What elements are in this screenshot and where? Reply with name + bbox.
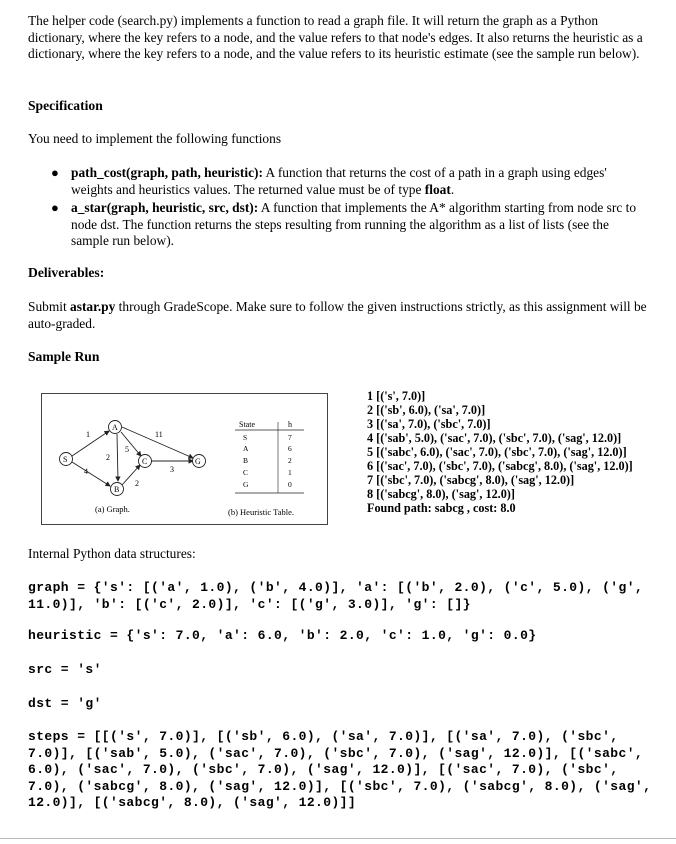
edge-s-b: [72, 462, 110, 486]
code-dst: dst = 'g': [28, 696, 102, 711]
function-description: A function that returns the cost of a path in a graph using edges' weights and heuristics values. The returned value must be of type: [71, 165, 607, 197]
sample-steps-list: [367, 389, 667, 515]
code-heuristic: heuristic = {'s': 7.0, 'a': 6.0, 'b': 2.0, 'c': 1.0, 'g': 0.0}: [28, 628, 537, 643]
table-cell-h: 6: [288, 444, 292, 453]
list-item: 4 [('sab', 5.0), ('sac', 7.0), ('sbc', 7.0), ('sag', 12.0)]: [367, 431, 622, 445]
list-item: 5 [('sabc', 6.0), ('sac', 7.0), ('sbc', 7.0), ('sag', 12.0)]: [367, 445, 627, 459]
code-graph: graph = {'s': [('a', 1.0), ('b', 4.0)], 'a': [('b', 2.0), ('c', 5.0), ('g', 11.0)], 'b': [('c', 2.0)], 'c': [('g', 3.0)], 'g': []}: [28, 580, 652, 612]
specification-heading: Specification: [28, 98, 103, 113]
code-steps: steps = [[('s', 7.0)], [('sb', 6.0), ('sa', 7.0)], [('sa', 7.0), ('sbc', 7.0)], [('sab', 5.0), ('sac', 7.0), ('sbc', 7.0), ('sag', 12.0)], [('sabc', 6.0), ('sac', 7.0), ('sbc', 7.0), ('sag', 12.0)], [('sac', 7.0), ('sbc', 7.0), ('sabcg', 8.0), ('sag', 12.0)], [('sbc', 7.0), ('sabcg', 8.0), ('sag', 12.0)], [('sabcg', 8.0), ('sag', 12.0)]]: [28, 729, 660, 810]
edge-weight-label: 2: [106, 453, 110, 462]
internal-heading: Internal Python data structures:: [28, 546, 196, 561]
list-item: [28, 165, 648, 198]
deliverables-filename: astar.py: [70, 299, 116, 314]
node-label: C: [142, 457, 148, 466]
list-item: 8 [('sabcg', 8.0), ('sag', 12.0)]: [367, 487, 515, 501]
deliverables-text-a: Submit: [28, 299, 71, 314]
edge-a-b: [117, 434, 118, 481]
table-caption: (b) Heuristic Table.: [228, 507, 295, 517]
node-label: B: [114, 485, 120, 494]
edge-weight-label: 3: [170, 465, 174, 474]
edge-weight-label: 11: [155, 430, 163, 439]
edge-weight-label: 2: [135, 479, 139, 488]
figure-frame: [41, 393, 328, 525]
table-cell-state: A: [243, 444, 249, 453]
page-divider: [0, 838, 676, 839]
list-item: 2 [('sb', 6.0), ('sa', 7.0)]: [367, 403, 486, 417]
deliverables-text-b: through GradeScope. Make sure to follow the given instructions strictly, as this assignment will be auto-graded.: [28, 299, 647, 331]
function-description: A function that implements the A* algorithm starting from node src to node dst. The function returns the steps resulting from running the algorithm as a list of lists (see the sample run below).: [71, 200, 637, 248]
bullet-icon: ●: [51, 200, 59, 215]
node-label: S: [63, 455, 68, 464]
list-item: Found path: sabcg , cost: 8.0: [367, 501, 516, 515]
table-cell-h: 7: [288, 433, 292, 442]
function-description-end: .: [450, 181, 455, 197]
node-label: A: [112, 423, 118, 432]
function-list: [28, 165, 648, 252]
table-cell-h: 1: [288, 468, 292, 477]
type-name: float: [424, 181, 451, 197]
heuristic-table: [235, 420, 304, 493]
deliverables-text: [28, 299, 648, 332]
edge-a-c: [121, 432, 141, 456]
list-item: 3 [('sa', 7.0), ('sbc', 7.0)]: [367, 417, 491, 431]
edge-weight-label: 4: [84, 467, 88, 476]
bullet-icon: ●: [51, 165, 59, 180]
table-cell-h: 0: [288, 480, 292, 489]
list-item: 1 [('s', 7.0)]: [367, 389, 426, 403]
table-header-h: h: [288, 420, 292, 429]
table-header-state: State: [239, 420, 255, 429]
table-cell-state: C: [243, 468, 249, 477]
table-cell-state: G: [243, 480, 249, 489]
table-cell-state: S: [243, 433, 248, 442]
edge-weight-label: 1: [86, 430, 90, 439]
deliverables-heading: Deliverables:: [28, 265, 105, 280]
table-cell-state: B: [243, 456, 249, 465]
list-item: 7 [('sbc', 7.0), ('sabcg', 8.0), ('sag', 12.0)]: [367, 473, 575, 487]
edge-s-a: [72, 431, 109, 456]
sample-run-heading: Sample Run: [28, 349, 100, 364]
function-signature: path_cost(graph, path, heuristic):: [71, 165, 263, 180]
graph-figure: [42, 394, 327, 524]
edge-weight-label: 5: [125, 445, 129, 454]
function-signature: a_star(graph, heuristic, src, dst):: [71, 200, 259, 215]
list-item: [28, 200, 648, 250]
list-item: 6 [('sac', 7.0), ('sbc', 7.0), ('sabcg', 8.0), ('sag', 12.0)]: [367, 459, 633, 473]
table-cell-h: 2: [288, 456, 292, 465]
intro-paragraph: The helper code (search.py) implements a function to read a graph file. It will return the graph as a Python dictionary, where the key refers to a node, and the value refers to that node's edges. It also returns the heuristic as a dictionary, where the key refers to a node, and the value refers to its heuristic estimate (see the sample run below).: [28, 13, 643, 61]
code-src: src = 's': [28, 662, 102, 677]
graph-caption: (a) Graph.: [95, 504, 130, 514]
specification-text: You need to implement the following functions: [28, 131, 282, 146]
node-label: G: [195, 457, 201, 466]
